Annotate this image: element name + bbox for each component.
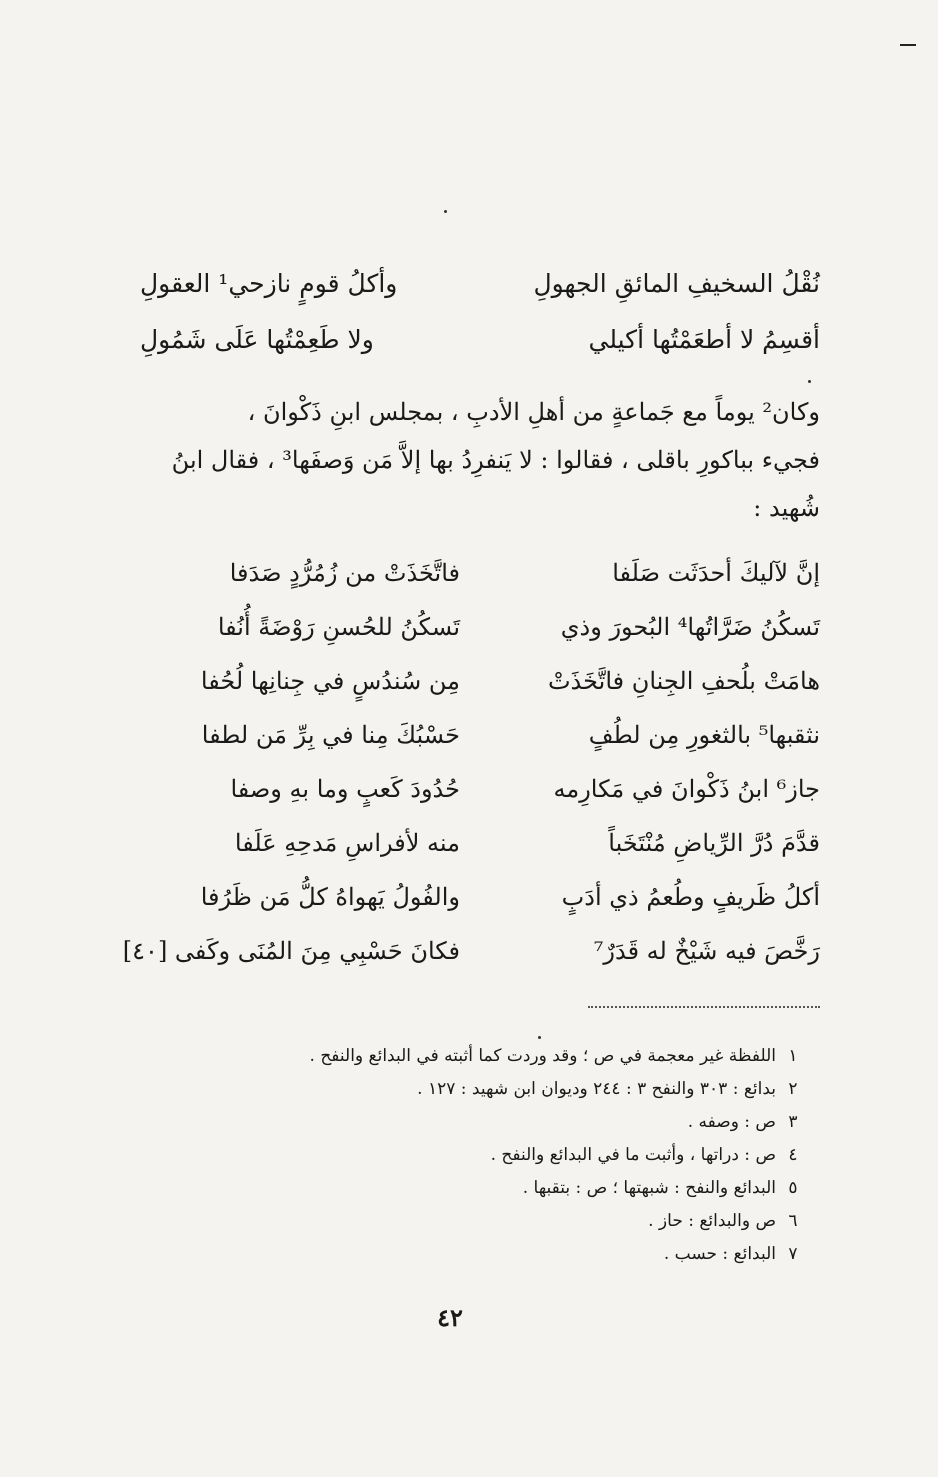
poem-right-hemistich: هامَتْ بلُحفِ الجِنانِ فاتَّخَذَتْ [547, 667, 820, 695]
poem-left-hemistich: منه لأفراسِ مَدحِهِ عَلَفا [234, 829, 460, 857]
poem-right-hemistich: أكلُ ظَريفٍ وطُعمُ ذي أدَبٍ [561, 883, 820, 911]
footnote-separator [588, 1006, 820, 1008]
footnote [280, 1139, 800, 1172]
footnote-number: ٣ [788, 1112, 798, 1132]
poem-left-hemistich: حُدُودَ كَعبٍ وما بهِ وصفا [230, 775, 460, 803]
poem-left-hemistich: تَسكُنُ للحُسنِ رَوْضَةً أُنُفا [217, 613, 460, 641]
footnote [280, 1106, 800, 1139]
page-number: ٤٢ [437, 1303, 463, 1332]
poem-line [130, 654, 820, 708]
verse-line [140, 320, 820, 360]
footnotes [280, 1040, 800, 1271]
footnote-number: ٦ [788, 1211, 798, 1231]
footnote-number: ٢ [788, 1079, 798, 1099]
verse-right-hemistich: أقسِمُ لا أطعَمْتُها أكيلي [588, 325, 820, 354]
speck [444, 210, 447, 213]
prose-line: وكان² يوماً مع جَماعةٍ من أهلِ الأدبِ ، بمجلس ابنِ ذَكْوانَ ، [247, 398, 820, 426]
footnote-text: البدائع : حسب . [663, 1244, 776, 1264]
poem-left-hemistich: والفُولُ يَهواهُ كلُّ مَن ظَرُفا [200, 883, 460, 911]
poem-left-hemistich: فكانَ حَسْبِي مِنَ المُنَى وكَفى [٤٠] [122, 937, 460, 965]
poem-right-hemistich: قدَّمَ دُرَّ الرِّياضِ مُنْتَخَباً [608, 829, 820, 857]
poem-right-hemistich: إنَّ لآليكَ أحدَثَت صَلَفا [612, 559, 820, 587]
footnote-number: ٧ [788, 1244, 798, 1264]
poem-line [130, 546, 820, 600]
footnote [280, 1205, 800, 1238]
prose-line: شُهيد : [753, 494, 820, 522]
poem-line [130, 870, 820, 924]
poem-line [130, 762, 820, 816]
poem-right-hemistich: نثقبها⁵ بالثغورِ مِن لطُفٍ [588, 721, 820, 749]
verse-left-hemistich: ولا طَعِمْتُها عَلَى شَمُولِ [140, 325, 374, 354]
footnote [280, 1073, 800, 1106]
footnote-text: ص : وصفه . [687, 1112, 776, 1132]
poem-left-hemistich: فاتَّخَذَتْ من زُمُرُّدٍ صَدَفا [229, 559, 460, 587]
footnote-number: ٤ [788, 1145, 798, 1165]
footnote-text: اللفظة غير معجمة في ص ؛ وقد وردت كما أثبته في البدائع والنفح . [309, 1046, 776, 1066]
speck [538, 1036, 541, 1039]
footnote-text: بدائع : ٣٠٣ والنفح ٣ : ٢٤٤ وديوان ابن شهيد : ١٢٧ . [417, 1079, 776, 1099]
poem-line [130, 816, 820, 870]
margin-mark [900, 44, 916, 46]
speck [808, 380, 811, 383]
verse-left-hemistich: وأكلُ قومٍ نازحي¹ العقولِ [140, 269, 398, 298]
footnote-text: ص والبدائع : حاز . [648, 1211, 776, 1231]
poem-line [130, 600, 820, 654]
prose-line: فجيء بباكورِ باقلى ، فقالوا : لا يَنفرِدُ بها إلاَّ مَن وَصفَها³ ، فقال ابنُ [171, 446, 820, 474]
poem-line [122, 924, 820, 978]
poem-left-hemistich: حَسْبُكَ مِنا في بِرِّ مَن لطفا [201, 721, 460, 749]
poem [122, 546, 820, 978]
footnote [280, 1040, 800, 1073]
footnote-number: ٥ [788, 1178, 798, 1198]
footnote [280, 1172, 800, 1205]
footnote-number: ١ [788, 1046, 798, 1066]
footnote [280, 1238, 800, 1271]
poem-right-hemistich: رَخَّصَ فيه شَيْخٌ له قَدَرٌ⁷ [593, 937, 820, 965]
poem-right-hemistich: جاز⁶ ابنُ ذَكْوانَ في مَكارِمه [553, 775, 820, 803]
footnote-text: البدائع والنفح : شبهتها ؛ ص : بتقبها . [522, 1178, 776, 1198]
poem-right-hemistich: تَسكُنُ ضَرَّاتُها⁴ البُحورَ وذي [560, 613, 820, 641]
verse-right-hemistich: نُقْلُ السخيفِ المائقِ الجهولِ [533, 269, 820, 298]
prose-paragraph [140, 388, 820, 532]
verse-line [140, 264, 820, 304]
poem-left-hemistich: مِن سُندُسٍ في جِنانِها لُحُفا [200, 667, 460, 695]
footnote-text: ص : دراتها ، وأثبت ما في البدائع والنفح . [490, 1145, 776, 1165]
poem-line [130, 708, 820, 762]
